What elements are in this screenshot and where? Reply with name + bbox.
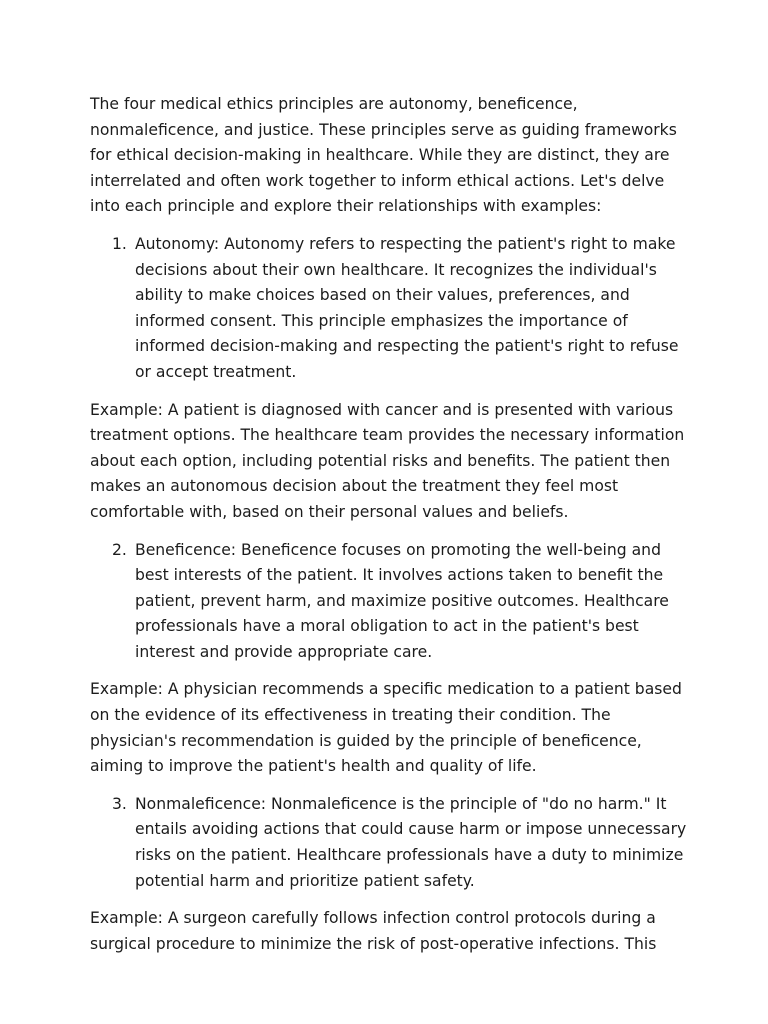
list-item-nonmaleficence [90,792,690,894]
list-item-text: Autonomy: Autonomy refers to respecting the patient's right to make decisions about their own healthcare. It recognizes the individual's ability to make choices based on their values, preferences, and informed consent. This principle emphasizes the importance of informed decision-making and respecting the patient's right to refuse or accept treatment. [135,234,679,381]
example-paragraph-nonmaleficence: Example: A surgeon carefully follows infection control protocols during a surgical procedure to minimize the risk of post-operative infections. This [90,909,657,953]
list-item-text: Beneficence: Beneficence focuses on promoting the well-being and best interests of the patient. It involves actions taken to benefit the patient, prevent harm, and maximize positive outcomes. Healthcare professionals have a moral obligation to act in the patient's best interest and provide appropriate care. [135,540,669,661]
list-number: 2. [112,540,127,559]
example-paragraph-autonomy: Example: A patient is diagnosed with cancer and is presented with various treatment options. The healthcare team provides the necessary information about each option, including potential risks and benefits. The patient then makes an autonomous decision about the treatment they feel most comfortable with, based on their personal values and beliefs. [90,400,685,521]
list-item-autonomy [90,232,690,386]
list-item-text: Nonmaleficence: Nonmaleficence is the principle of "do no harm." It entails avoiding actions that could cause harm or impose unnecessary risks on the patient. Healthcare professionals have a duty to minimize potential harm and prioritize patient safety. [135,794,687,890]
example-paragraph-beneficence: Example: A physician recommends a specific medication to a patient based on the evidence of its effectiveness in treating their condition. The physician's recommendation is guided by the principle of beneficence, aiming to improve the patient's health and quality of life. [90,680,682,776]
intro-paragraph: The four medical ethics principles are autonomy, beneficence, nonmaleficence, and justice. These principles serve as guiding frameworks for ethical decision-making in healthcare. While they are distinct, they are interrelated and often work together to inform ethical actions. Let's delve into each principle and explore their relationships with examples: [90,95,677,216]
list-number: 1. [112,234,127,253]
list-item-beneficence [90,538,690,666]
document-body [90,92,690,969]
list-number: 3. [112,794,127,813]
